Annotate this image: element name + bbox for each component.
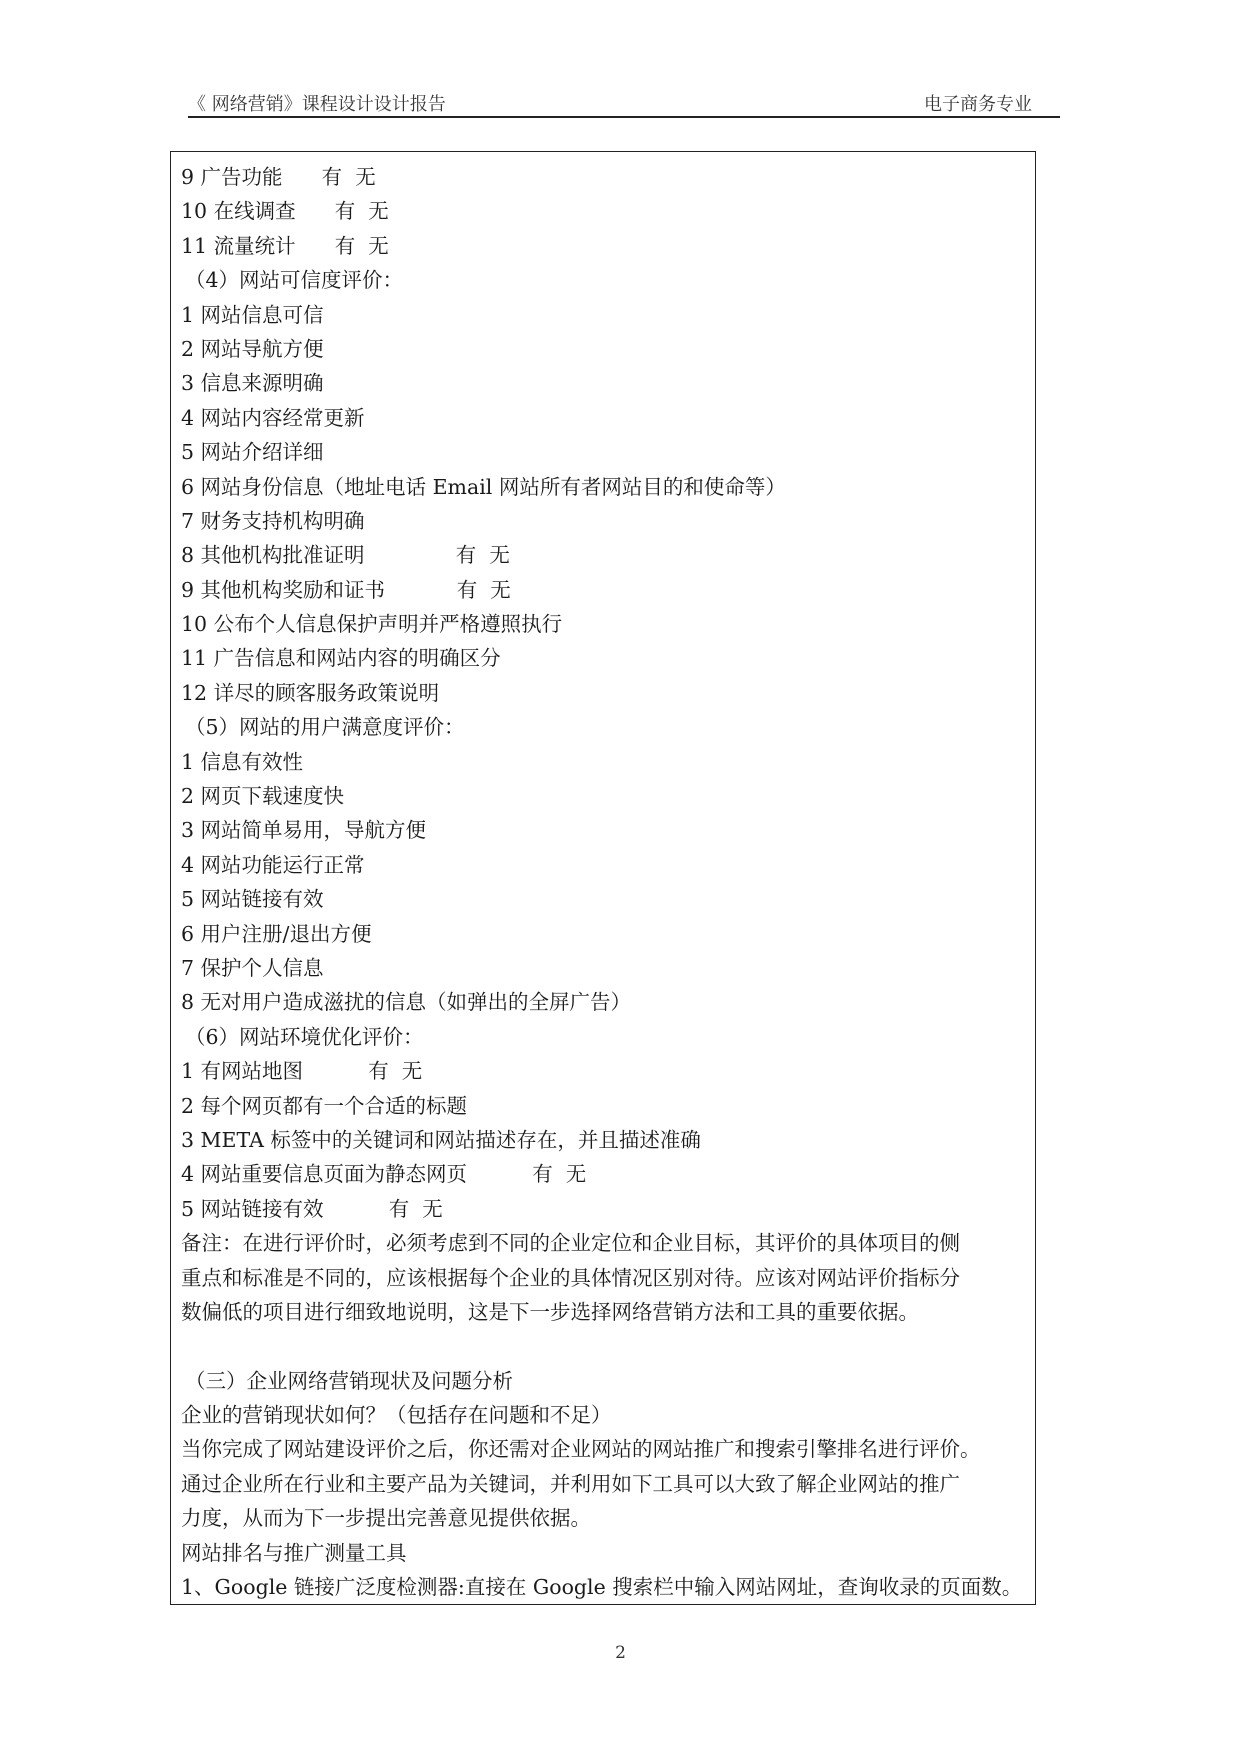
text-line: （6）网站环境优化评价：: [185, 1024, 424, 1049]
text-line: 1、Google 链接广泛度检测器:直接在 Google 搜索栏中输入网站网址，查询收录的页面数。: [181, 1575, 1023, 1600]
text-line: （4）网站可信度评价：: [185, 268, 404, 293]
text-line: 10 在线调查 有 无: [181, 199, 389, 224]
text-line: 8 无对用户造成滋扰的信息（如弹出的全屏广告）: [181, 990, 632, 1015]
text-line: 4 网站重要信息页面为静态网页 有 无: [181, 1162, 587, 1187]
page-number: 2: [615, 1643, 626, 1663]
text-line: 网站排名与推广测量工具: [181, 1540, 407, 1565]
text-line: 重点和标准是不同的，应该根据每个企业的具体情况区别对待。应该对网站评价指标分: [181, 1265, 960, 1290]
content-lines: [181, 160, 1027, 1604]
text-line: 备注：在进行评价时，必须考虑到不同的企业定位和企业目标，其评价的具体项目的侧: [181, 1231, 960, 1256]
text-line: 9 其他机构奖励和证书 有 无: [181, 577, 511, 602]
text-line: 10 公布个人信息保护声明并严格遵照执行: [181, 612, 563, 637]
text-line: 8 其他机构批准证明 有 无: [181, 543, 510, 568]
content-table-cell: [170, 151, 1036, 1605]
text-line: 5 网站介绍详细: [181, 440, 324, 465]
text-line: （5）网站的用户满意度评价：: [185, 715, 465, 740]
header-title: 《 网络营销》课程设计设计报告: [188, 94, 446, 115]
text-line: 4 网站功能运行正常: [181, 852, 365, 877]
text-line: 3 信息来源明确: [181, 371, 324, 396]
text-line: 7 财务支持机构明确: [181, 508, 365, 533]
text-line: 7 保护个人信息: [181, 955, 324, 980]
text-line: 9 广告功能 有 无: [181, 165, 376, 189]
text-line: 4 网站内容经常更新: [181, 405, 365, 430]
text-line: 6 网站身份信息（地址电话 Email 网站所有者网站目的和使命等）: [181, 474, 786, 499]
text-line: 3 META 标签中的关键词和网站描述存在，并且描述准确: [181, 1127, 701, 1152]
text-line: 5 网站链接有效 有 无: [181, 1196, 443, 1221]
text-line: 通过企业所在行业和主要产品为关键词，并利用如下工具可以大致了解企业网站的推广: [181, 1471, 960, 1496]
text-line: 3 网站简单易用，导航方便: [181, 818, 427, 843]
text-line: 5 网站链接有效: [181, 887, 324, 912]
text-line: 11 广告信息和网站内容的明确区分: [181, 646, 501, 671]
text-line: 数偏低的项目进行细致地说明，这是下一步选择网络营销方法和工具的重要依据。: [181, 1299, 919, 1324]
blank-line: [181, 1329, 1027, 1363]
page-header: [188, 88, 1060, 118]
text-line: 1 信息有效性: [181, 749, 304, 774]
text-line: （三）企业网络营销现状及问题分析: [185, 1368, 513, 1393]
text-line: 力度，从而为下一步提出完善意见提供依据。: [181, 1506, 591, 1531]
text-line: 1 网站信息可信: [181, 302, 324, 327]
header-major: 电子商务专业: [924, 94, 1032, 115]
text-line: 6 用户注册/退出方便: [181, 921, 372, 946]
text-line: 11 流量统计 有 无: [181, 233, 389, 258]
text-line: 2 网页下载速度快: [181, 784, 345, 809]
text-line: 12 详尽的顾客服务政策说明: [181, 680, 440, 705]
text-line: 2 网站导航方便: [181, 336, 324, 361]
text-line: 企业的营销现状如何？（包括存在问题和不足）: [181, 1403, 612, 1428]
text-line: 当你完成了网站建设评价之后，你还需对企业网站的网站推广和搜索引擎排名进行评价。: [181, 1437, 981, 1462]
text-line: 2 每个网页都有一个合适的标题: [181, 1093, 468, 1118]
text-line: 1 有网站地图 有 无: [181, 1059, 423, 1084]
